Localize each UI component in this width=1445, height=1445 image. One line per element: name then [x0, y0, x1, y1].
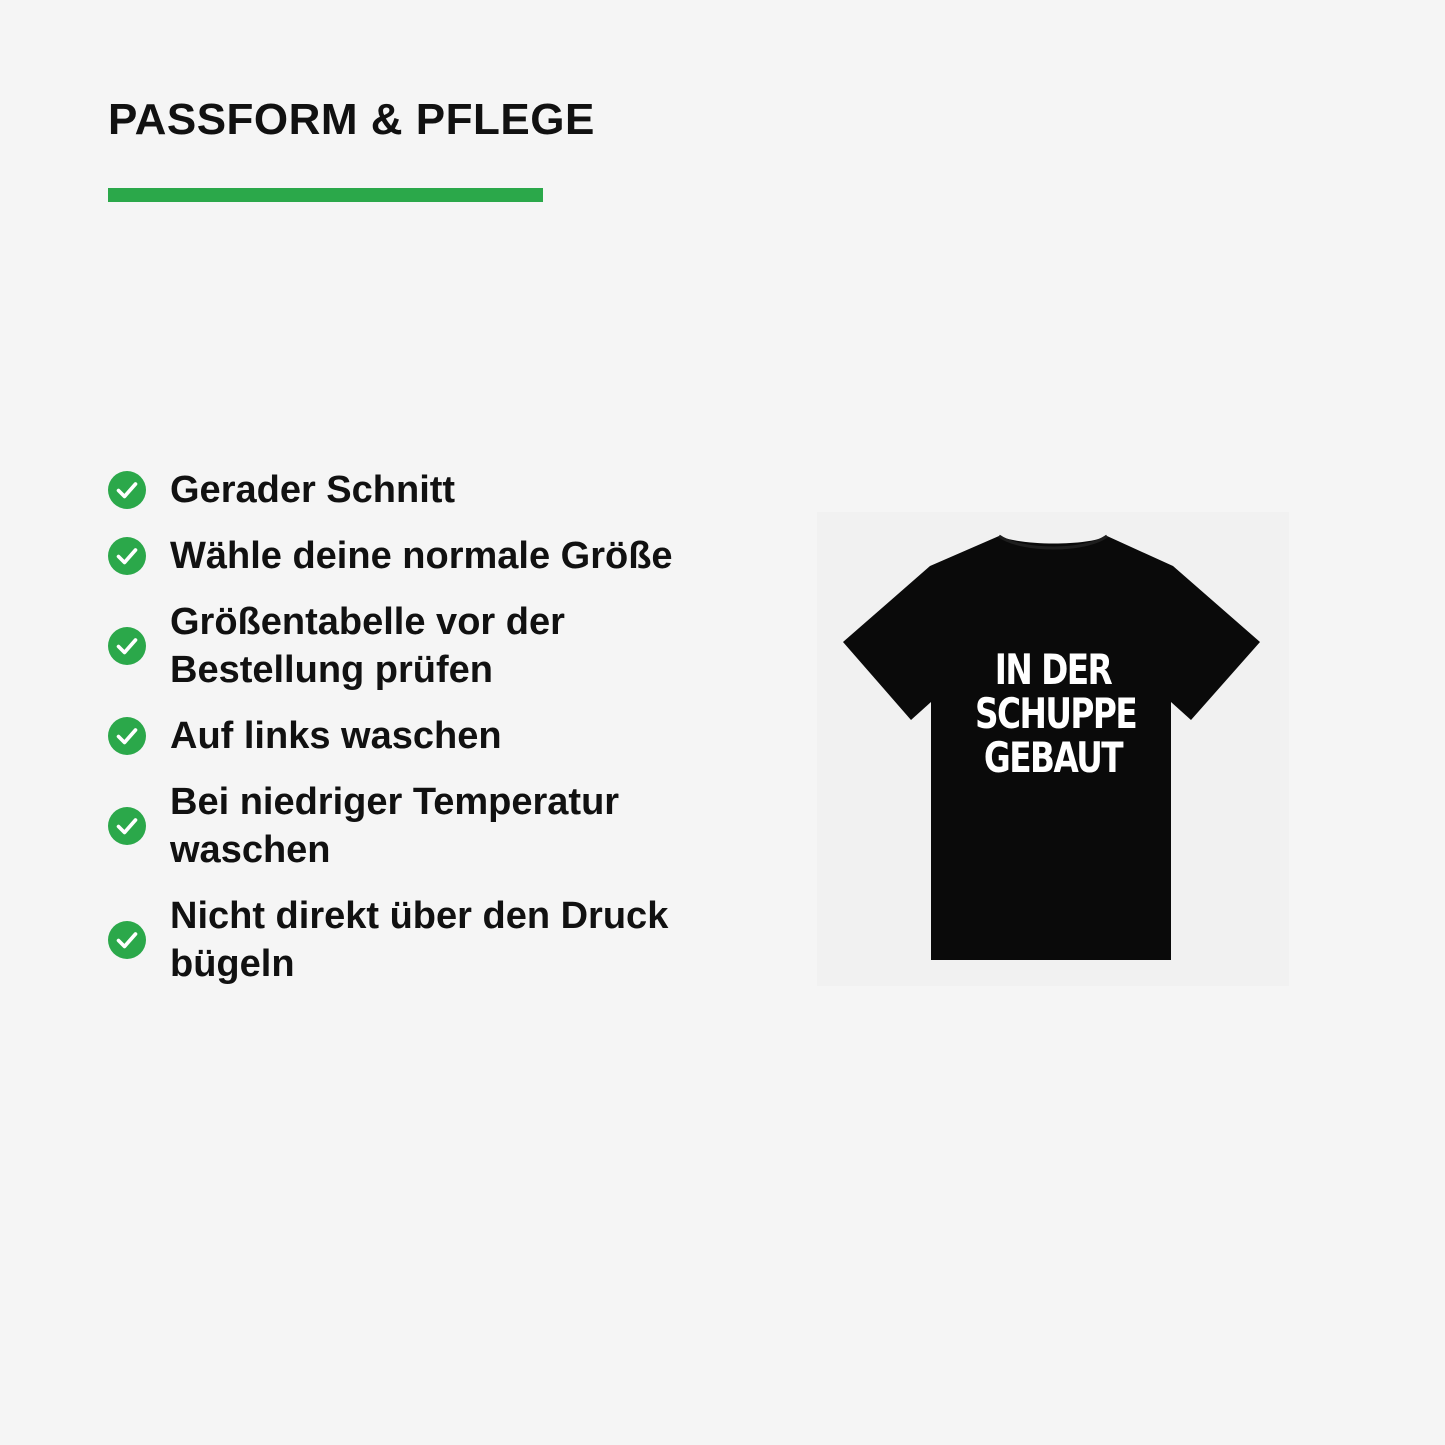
print-line: GEBAUT: [983, 733, 1123, 782]
feature-text: Größentabelle vor der Bestellung prüfen: [170, 601, 565, 691]
list-item: [108, 466, 768, 514]
product-image: [817, 512, 1289, 986]
check-circle-icon: [108, 717, 146, 755]
list-item: [108, 598, 768, 694]
page-title: PASSFORM & PFLEGE: [108, 95, 595, 144]
check-circle-icon: [108, 471, 146, 509]
check-circle-icon: [108, 807, 146, 845]
list-item: [108, 532, 768, 580]
print-line: IN DER: [994, 645, 1112, 694]
list-item: [108, 778, 768, 874]
check-circle-icon: [108, 627, 146, 665]
list-item: [108, 712, 768, 760]
title-underline: [108, 188, 543, 202]
feature-text: Bei niedriger Temperatur waschen: [170, 781, 620, 871]
feature-text: Nicht direkt über den Druck bügeln: [170, 895, 669, 985]
check-circle-icon: [108, 921, 146, 959]
feature-text: Gerader Schnitt: [170, 469, 456, 511]
feature-list: [108, 466, 768, 1006]
feature-text: Wähle deine normale Größe: [170, 535, 673, 577]
print-line: SCHUPPE: [975, 689, 1137, 738]
list-item: [108, 892, 768, 988]
feature-text: Auf links waschen: [170, 715, 502, 757]
shirt-print: [975, 645, 1137, 782]
check-circle-icon: [108, 537, 146, 575]
